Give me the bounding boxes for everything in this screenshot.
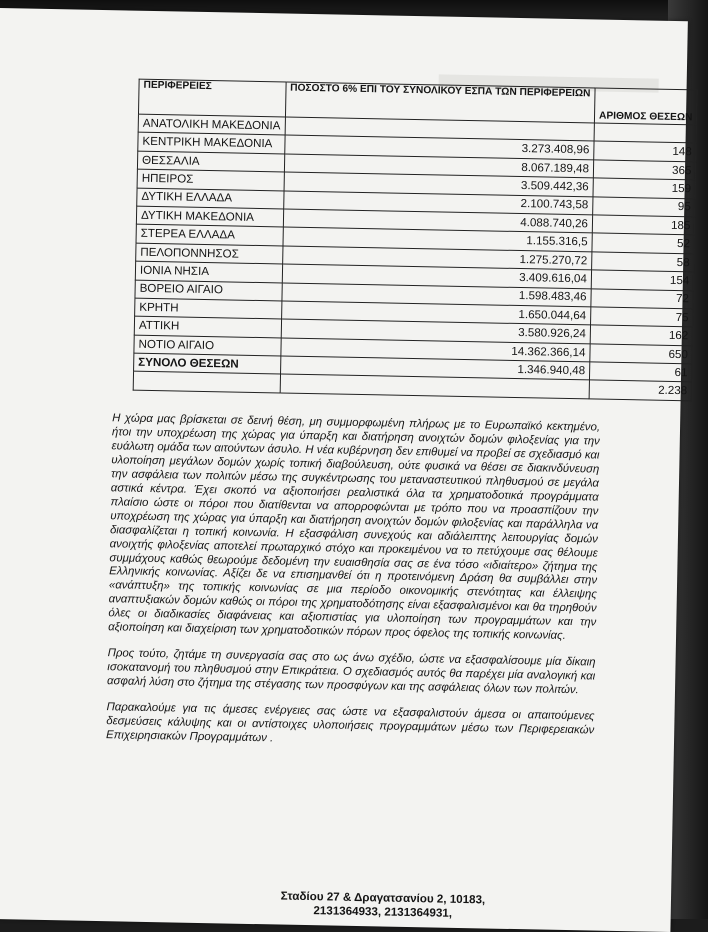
cell-region: ΙΟΝΙΑ ΝΗΣΙΑ — [135, 261, 282, 282]
cell-amount: 8.067.189,48 — [284, 154, 594, 178]
cell-amount: 1.650.044,64 — [281, 301, 591, 325]
cell-seats: 72 — [591, 288, 694, 308]
paragraph-1: Η χώρα μας βρίσκεται σε δεινή θέση, μη συμμορφωμένη πλήρως με το Ευρωπαϊκό κεκτημένο, ήτοι την υποχρέωση της χώρας για ύπαρξη και διατήρηση ανοιχτών δομών φιλοξενίας για την ευάλωτη ομάδα των αιτούντων άσυλο. Η νέα κυβέρνηση δεν επιθυμεί να προβεί σε σχεδιασμό και υλοποίηση μεγάλων δομών χωρίς τοπική διαβούλευση, ούτε φυσικά να θέσει σε διακινδύνευση την ασφάλεια των πολιτών μέσω της συγκέντρωσης του μεταναστευτικού πληθυσμού σε μεγάλα αστικά κέντρα. Έχει σκοπό να αξιοποιήσει ρεαλιστικά όλα τα χρηματοδοτικά προγράμματα πλαίσιο ώστε οι πόροι που διατίθενται να απορροφώνται με τρόπο που να προασπίζουν την υποχρέωση της χώρας για ύπαρξη και διατήρηση ανοιχτών δομών φιλοξενίας και παράλληλα να διασφαλίζεται η τοπική κοινωνία. Η εξασφάλιση συνεχούς και αδιάλειπτης λειτουργίας δομών ανοιχτής φιλοξενίας αποτελεί πρωταρχικό στόχο και προκειμένου να το πετύχουμε σας θέλουμε συμμάχους καθώς θεωρούμε δεδομένη την ευαισθησία σας σε ένα τόσο «ιδιαίτερο» ζήτημα της Ελληνικής κοινωνίας. Αξίζει δε να επισημανθεί ότι η προτεινόμενη Δράση θα συμβάλλει στην «ανάπτυξη» της τοπικής κοινωνίας σε μια περίοδο οικονομικής στενότητας και έλλειψης αναπτυξιακών δομών καθώς οι πόροι της χρηματοδότησης είναι εξασφαλισμένοι και θα τηρηθούν όλες οι διαδικασίες διαφάνειας και αξιοπιστίας για υλοποίηση των προγραμμάτων και την αξιοποίηση και διαχείριση των χρηματοδοτικών πόρων προς όφελος της τοπικής κοινωνίας. — [108, 412, 601, 643]
cell-region: ΝΟΤΙΟ ΑΙΓΑΙΟ — [134, 335, 281, 356]
cell-amount: 1.598.483,46 — [282, 282, 592, 306]
cell-seats: 159 — [593, 178, 696, 198]
header-seats: ΑΡΙΘΜΟΣ ΘΕΣΕΩΝ — [594, 88, 697, 125]
document-page — [0, 8, 693, 932]
cell-region: ΚΡΗΤΗ — [135, 298, 282, 319]
footer-phones: 2131364933, 2131364931, — [313, 904, 453, 920]
cell-region: ΔΥΤΙΚΗ ΜΑΚΕΔΟΝΙΑ — [136, 206, 283, 227]
cell-amount: 1.346.940,48 — [280, 356, 590, 380]
cell-seats: 162 — [590, 325, 693, 345]
header-region: ΠΕΡΙΦΕΡΕΙΕΣ — [138, 79, 285, 117]
cell-region: ΘΕΣΣΑΛΙΑ — [137, 151, 284, 172]
cell-region: ΚΕΝΤΡΙΚΗ ΜΑΚΕΔΟΝΙΑ — [138, 133, 285, 154]
cell-seats: 95 — [593, 196, 696, 216]
cell-seats: 154 — [591, 270, 694, 290]
letter-body — [106, 412, 600, 764]
cell-amount: 4.088.740,26 — [283, 209, 593, 233]
cell-amount: 2.100.743,58 — [283, 191, 593, 215]
cell-region: ΒΟΡΕΙΟ ΑΙΓΑΙΟ — [135, 280, 282, 301]
cell-seats: 75 — [591, 307, 694, 327]
cell-amount: 3.580.926,24 — [281, 319, 591, 343]
cell-seats: 148 — [594, 141, 697, 161]
cell-seats: 58 — [592, 252, 695, 272]
cell-seats: 2.238 — [589, 380, 692, 400]
paragraph-3: Παρακαλούμε για τις άμεσες ενέργειες σας ώστε να εξασφαλιστούν άμεσα οι απαιτούμενες δεσμεύσεις κάλυψης και οι αντίστοιχες υλοποιήσεις προγραμμάτων μέσω των Περιφερειακών Επιχειρησιακών Προγραμμάτων . — [105, 701, 595, 745]
cell-amount: 14.362.366,14 — [281, 338, 591, 362]
cell-seats — [594, 123, 697, 143]
header-amount: ΠΟΣΟΣΤΟ 6% ΕΠΙ ΤΟΥ ΣΥΝΟΛΙΚΟΥ ΕΣΠΑ ΤΩΝ ΠΕΡΙΦΕΡΕΙΩΝ — [285, 82, 595, 123]
cell-seats: 650 — [590, 344, 693, 364]
cell-amount: 3.509.442,36 — [284, 172, 594, 196]
cell-seats: 185 — [592, 215, 695, 235]
cell-amount: 1.155.316,5 — [283, 227, 593, 251]
regions-table — [133, 79, 698, 402]
cell-amount: 3.409.616,04 — [282, 264, 592, 288]
cell-region: ΗΠΕΙΡΟΣ — [137, 169, 284, 190]
cell-region: ΑΝΑΤΟΛΙΚΗ ΜΑΚΕΔΟΝΙΑ — [138, 114, 285, 135]
cell-region: ΣΥΝΟΛΟ ΘΕΣΕΩΝ — [134, 353, 281, 374]
cell-seats: 61 — [589, 362, 692, 382]
cell-region — [133, 372, 280, 393]
cell-seats: 365 — [593, 160, 696, 180]
cell-seats: 52 — [592, 233, 695, 253]
cell-amount: 3.273.408,96 — [284, 135, 594, 159]
cell-region: ΠΕΛΟΠΟΝΝΗΣΟΣ — [136, 243, 283, 264]
cell-amount: 1.275.270,72 — [282, 246, 592, 270]
footer-address — [233, 889, 533, 923]
cell-region: ΔΥΤΙΚΗ ΕΛΛΑΔΑ — [137, 188, 284, 209]
footer-street: Σταδίου 27 & Δραγατσανίου 2, 10183, — [280, 889, 486, 907]
table-body — [133, 114, 697, 401]
paragraph-2: Προς τούτο, ζητάμε τη συνεργασία σας στο ως άνω σχέδιο, ώστε να εξασφαλίσουμε μία δίκαιη ισοκατανομή του πληθυσμού στην Επικράτεια. Ο σχεδιασμός αυτός θα παρέχει μία αναλογική και ασφαλή λύση στο ζήτημα της στέγασης των προσφύγων και της ασφάλειας όλων των πολιτών. — [106, 647, 596, 697]
cell-region: ΣΤΕΡΕΑ ΕΛΛΑΔΑ — [136, 225, 283, 246]
cell-region: ΑΤΤΙΚΗ — [134, 316, 281, 337]
